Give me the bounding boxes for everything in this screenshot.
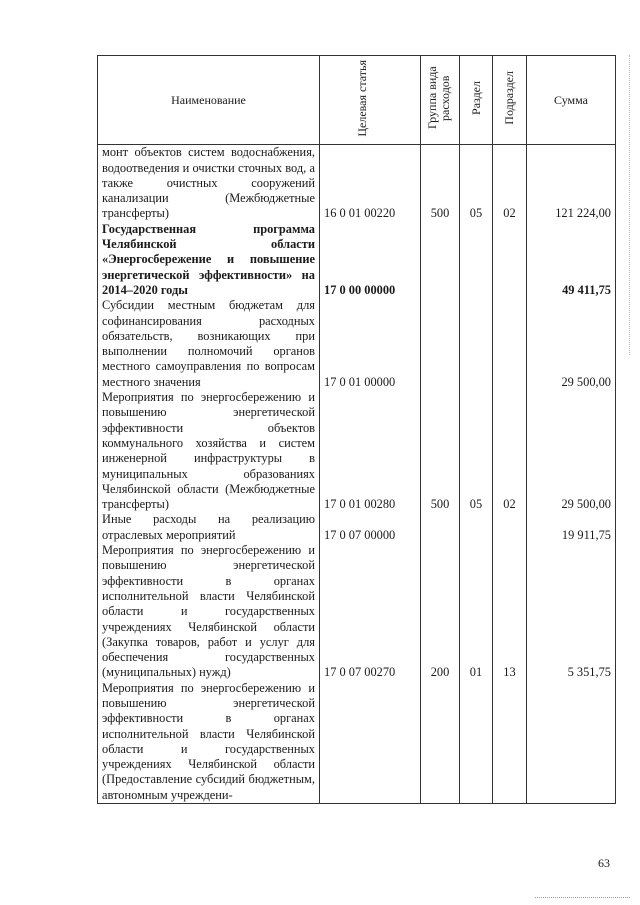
row-section bbox=[460, 681, 493, 804]
header-name: Наименование bbox=[98, 56, 320, 145]
row-group bbox=[421, 222, 460, 298]
row-sum: 19 911,75 bbox=[527, 512, 616, 543]
row-section: 05 bbox=[460, 390, 493, 512]
row-group: 200 bbox=[421, 543, 460, 681]
row-group bbox=[421, 681, 460, 804]
page-number: 63 bbox=[598, 856, 610, 870]
row-sum: 29 500,00 bbox=[527, 298, 616, 390]
row-group bbox=[421, 298, 460, 390]
row-section: 01 bbox=[460, 543, 493, 681]
row-subsection: 02 bbox=[493, 145, 527, 222]
header-group: Группа вида расходов bbox=[421, 56, 460, 145]
row-target bbox=[320, 681, 421, 804]
header-sum: Сумма bbox=[527, 56, 616, 145]
row-target: 17 0 07 00270 bbox=[320, 543, 421, 681]
row-group: 500 bbox=[421, 145, 460, 222]
row-subsection bbox=[493, 298, 527, 390]
table-row bbox=[98, 222, 616, 298]
row-subsection bbox=[493, 681, 527, 804]
row-name: монт объектов систем водоснабжения, водоотведения и очистки сточных вод, а также очистных сооружений канализации (Межбюджетные трансферты) bbox=[98, 145, 320, 222]
row-sum: 121 224,00 bbox=[527, 145, 616, 222]
row-name: Государственная программа Челябинской области «Энергосбережение и повышение энергетической эффективности» на 2014–2020 годы bbox=[98, 222, 320, 298]
row-section bbox=[460, 298, 493, 390]
table-header bbox=[98, 56, 616, 145]
table-body bbox=[98, 145, 616, 804]
row-target: 17 0 07 00000 bbox=[320, 512, 421, 543]
row-sum: 5 351,75 bbox=[527, 543, 616, 681]
table-row bbox=[98, 390, 616, 512]
table-row bbox=[98, 145, 616, 222]
table-row bbox=[98, 512, 616, 543]
budget-table bbox=[97, 55, 616, 804]
row-subsection bbox=[493, 512, 527, 543]
row-name: Субсидии местным бюджетам для софинансирования расходных обязательств, возникающих при выполнении полномочий органов местного самоуправления по вопросам местного значения bbox=[98, 298, 320, 390]
row-group: 500 bbox=[421, 390, 460, 512]
row-group bbox=[421, 512, 460, 543]
header-section: Раздел bbox=[460, 56, 493, 145]
row-section bbox=[460, 512, 493, 543]
table-row bbox=[98, 543, 616, 681]
row-sum: 49 411,75 bbox=[527, 222, 616, 298]
page-edge-rule bbox=[629, 55, 630, 355]
row-section bbox=[460, 222, 493, 298]
row-section: 05 bbox=[460, 145, 493, 222]
header-subsection: Подраздел bbox=[493, 56, 527, 145]
row-sum: 29 500,00 bbox=[527, 390, 616, 512]
table-row bbox=[98, 681, 616, 804]
row-name: Иные расходы на реализацию отраслевых мероприятий bbox=[98, 512, 320, 543]
header-target: Целевая статья bbox=[320, 56, 421, 145]
row-target: 17 0 00 00000 bbox=[320, 222, 421, 298]
table-row bbox=[98, 298, 616, 390]
row-subsection bbox=[493, 222, 527, 298]
row-target: 16 0 01 00220 bbox=[320, 145, 421, 222]
row-name: Мероприятия по энергосбережению и повышению энергетической эффективности в органах исполнительной власти Челябинской области и государственных учреждениях Челябинской области (Закупка товаров, работ и услуг для обеспечения государственных (муниципальных) нужд) bbox=[98, 543, 320, 681]
row-sum bbox=[527, 681, 616, 804]
row-name: Мероприятия по энергосбережению и повышению энергетической эффективности объектов коммунального хозяйства и систем инженерной инфраструктуры в муниципальных образованиях Челябинской области (Межбюджетные трансферты) bbox=[98, 390, 320, 512]
row-subsection: 02 bbox=[493, 390, 527, 512]
row-target: 17 0 01 00280 bbox=[320, 390, 421, 512]
row-target: 17 0 01 00000 bbox=[320, 298, 421, 390]
row-subsection: 13 bbox=[493, 543, 527, 681]
row-name: Мероприятия по энергосбережению и повышению энергетической эффективности в органах исполнительной власти Челябинской области и государственных учреждениях Челябинской области (Предоставление субсидий бюджетным, автономным учреждени- bbox=[98, 681, 320, 804]
bottom-rule bbox=[535, 897, 630, 898]
